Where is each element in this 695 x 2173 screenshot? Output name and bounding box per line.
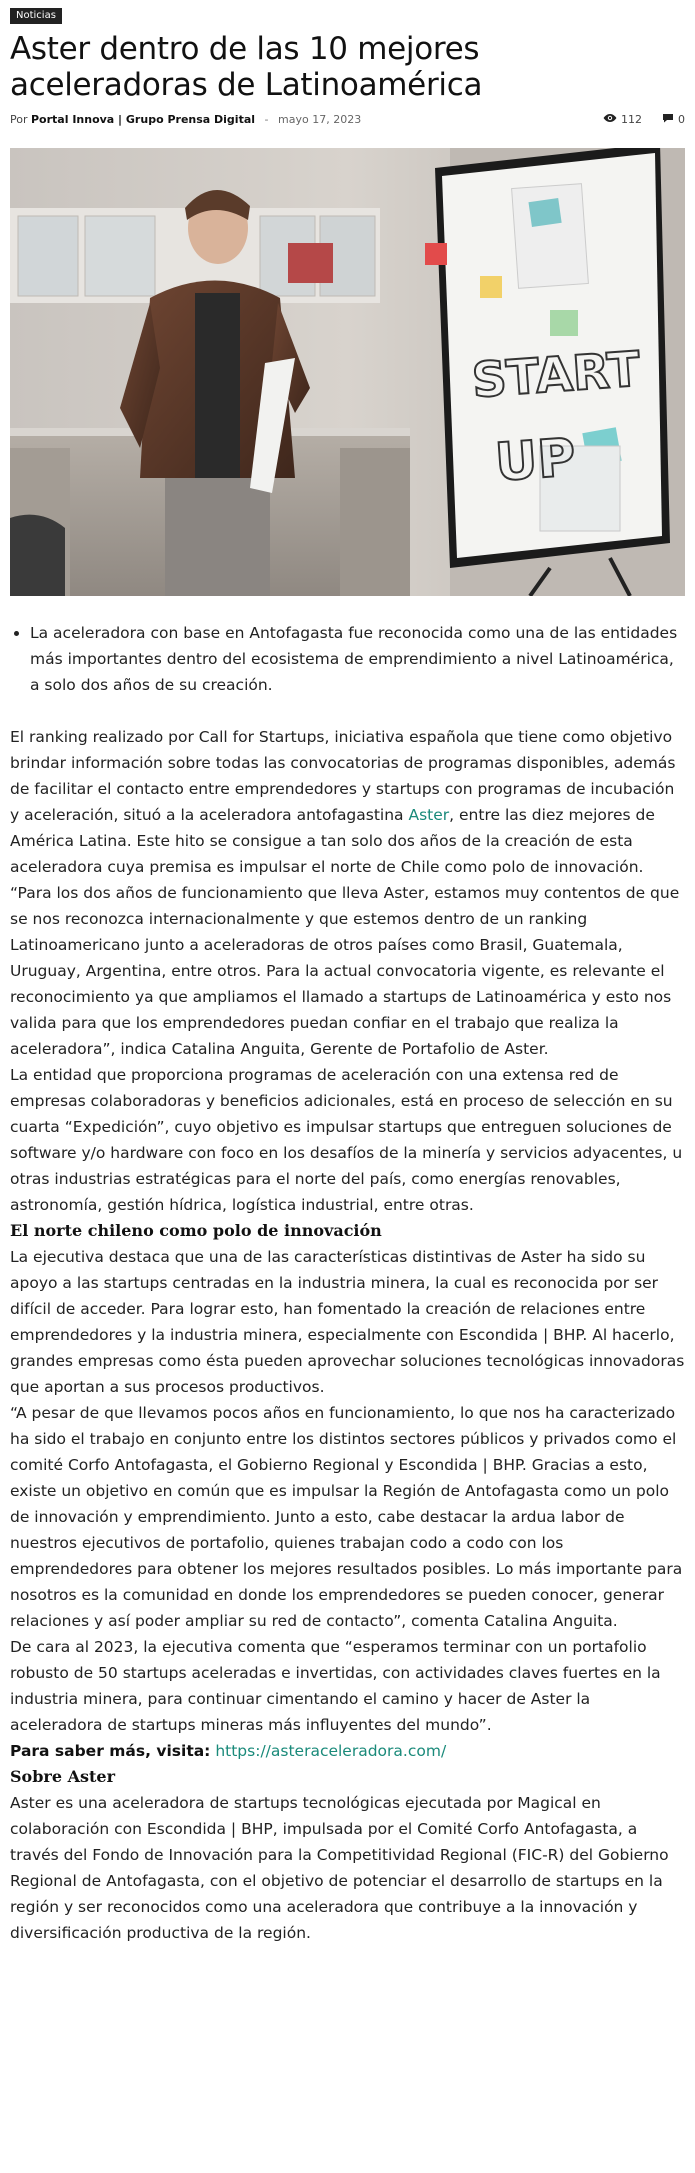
category-badge[interactable]: Noticias (10, 8, 62, 24)
views-count: 112 (621, 113, 642, 126)
section-heading-2: Sobre Aster (10, 1767, 116, 1786)
meta-separator: - (264, 113, 269, 126)
paragraph-7: Aster es una aceleradora de startups tecnológicas ejecutada por Magical en colaboración con Escondida | BHP, impulsada por el Comité Corfo Antofagasta, a través del Fondo de Innovación para la Competitividad Regional (FIC-R) del Gobierno Regional de Antofagasta, con el objetivo de potenciar el desarrollo de startups en la región y ser reconocidos como una aceleradora que contribuye a la innovación y diversificación productiva de la región. (10, 1794, 669, 1942)
paragraph-3: La entidad que proporciona programas de aceleración con una extensa red de empresas colaboradoras y beneficios adicionales, está en proceso de selección en su cuarta “Expedición”, cuyo objetivo es impulsar startups que entreguen soluciones de software y/o hardware con foco en los desafíos de la minería y servicios adyacentes, u otras industrias estratégicas para el norte del país, como energías renovables, astronomía, gestión hídrica, logística industrial, entre otras. (10, 1066, 683, 1214)
hero-board-text-2: UP (493, 427, 578, 494)
paragraph-4: La ejecutiva destaca que una de las características distintivas de Aster ha sido su apoyo a las startups centradas en la industria minera, la cual es reconocida por ser difícil de acceder. Para lograr esto, han fomentado la creación de relaciones entre emprendedores y la industria minera, especialmente con Escondida | BHP. Al hacerlo, grandes empresas como ésta pueden aprovechar soluciones tecnológicas innovadoras que aportan a sus procesos productivos. (10, 1248, 685, 1396)
publish-date: mayo 17, 2023 (278, 113, 362, 126)
summary-list (10, 620, 685, 698)
website-link[interactable]: https://asteraceleradora.com/ (215, 1742, 447, 1760)
article-body (10, 620, 685, 1946)
comments-count[interactable]: 0 (678, 113, 685, 126)
summary-bullet: • La aceleradora con base en Antofagasta fue reconocida como una de las entidades más importantes dentro del ecosistema de emprendimiento a nivel Latinoamérica, a solo dos años de su creación. (30, 620, 685, 698)
hero-board-text-1: START (470, 341, 642, 409)
paragraph-5: “A pesar de que llevamos pocos años en funcionamiento, lo que nos ha caracterizado ha sido el trabajo en conjunto entre los distintos sectores públicos y privados como el comité Corfo Antofagasta, el Gobierno Regional y Escondida | BHP. Gracias a esto, existe un objetivo en común que es impulsar la Región de Antofagasta como un polo de innovación y emprendimiento. Junto a esto, cabe destacar la ardua labor de nuestros ejecutivos de portafolio, quienes trabajan codo a codo con los emprendedores para obtener los mejores resultados posibles. Lo más importante para nosotros es la comunidad en donde los emprendedores se pueden conocer, generar relaciones y así poder ampliar su red de contacto”, comenta Catalina Anguita. (10, 1404, 683, 1630)
paragraph-1: El ranking realizado por Call for Startups, iniciativa española que tiene como objetivo brindar información sobre todas las convocatorias de programas disponibles, además de facilitar el contacto entre emprendedores y startups con programas de incubación y aceleración, situó a la aceleradora antofagastina Aster, entre las diez mejores de América Latina. Este hito se consigue a tan solo dos años de la creación de esta aceleradora cuya premisa es impulsar el norte de Chile como polo de innovación. (10, 728, 676, 876)
hero-image (10, 148, 685, 596)
paragraph-6: De cara al 2023, la ejecutiva comenta que “esperamos terminar con un portafolio robusto de 50 startups aceleradas e invertidas, con actividades claves fuertes en la industria minera, para continuar cimentando el camino y hacer de Aster la aceleradora de startups mineras más influyentes del mundo”. (10, 1638, 661, 1734)
eye-icon (603, 113, 617, 126)
article-meta (10, 113, 685, 129)
article-title: Aster dentro de las 10 mejores aceleradoras de Latinoamérica (10, 31, 483, 103)
article-stats (603, 113, 685, 126)
comment-icon[interactable] (662, 113, 674, 126)
aster-link[interactable]: Aster (408, 806, 450, 824)
more-info (10, 1738, 685, 1764)
paragraph-2: “Para los dos años de funcionamiento que lleva Aster, estamos muy contentos de que se nos reconozca internacionalmente y que estemos dentro de un ranking Latinoamericano junto a aceleradoras de otros países como Brasil, Guatemala, Uruguay, Argentina, entre otros. Para la actual convocatoria vigente, es relevante el reconocimiento ya que ampliamos el llamado a startups de Latinoamérica y esto nos valida para que los emprendedores puedan confiar en el trabajo que realiza la aceleradora”, indica Catalina Anguita, Gerente de Portafolio de Aster. (10, 884, 680, 1058)
by-label: Por (10, 113, 28, 126)
more-info-label: Para saber más, visita: (10, 1742, 211, 1760)
author-link[interactable]: Portal Innova | Grupo Prensa Digital (31, 113, 256, 126)
section-heading-1: El norte chileno como polo de innovación (10, 1221, 382, 1240)
